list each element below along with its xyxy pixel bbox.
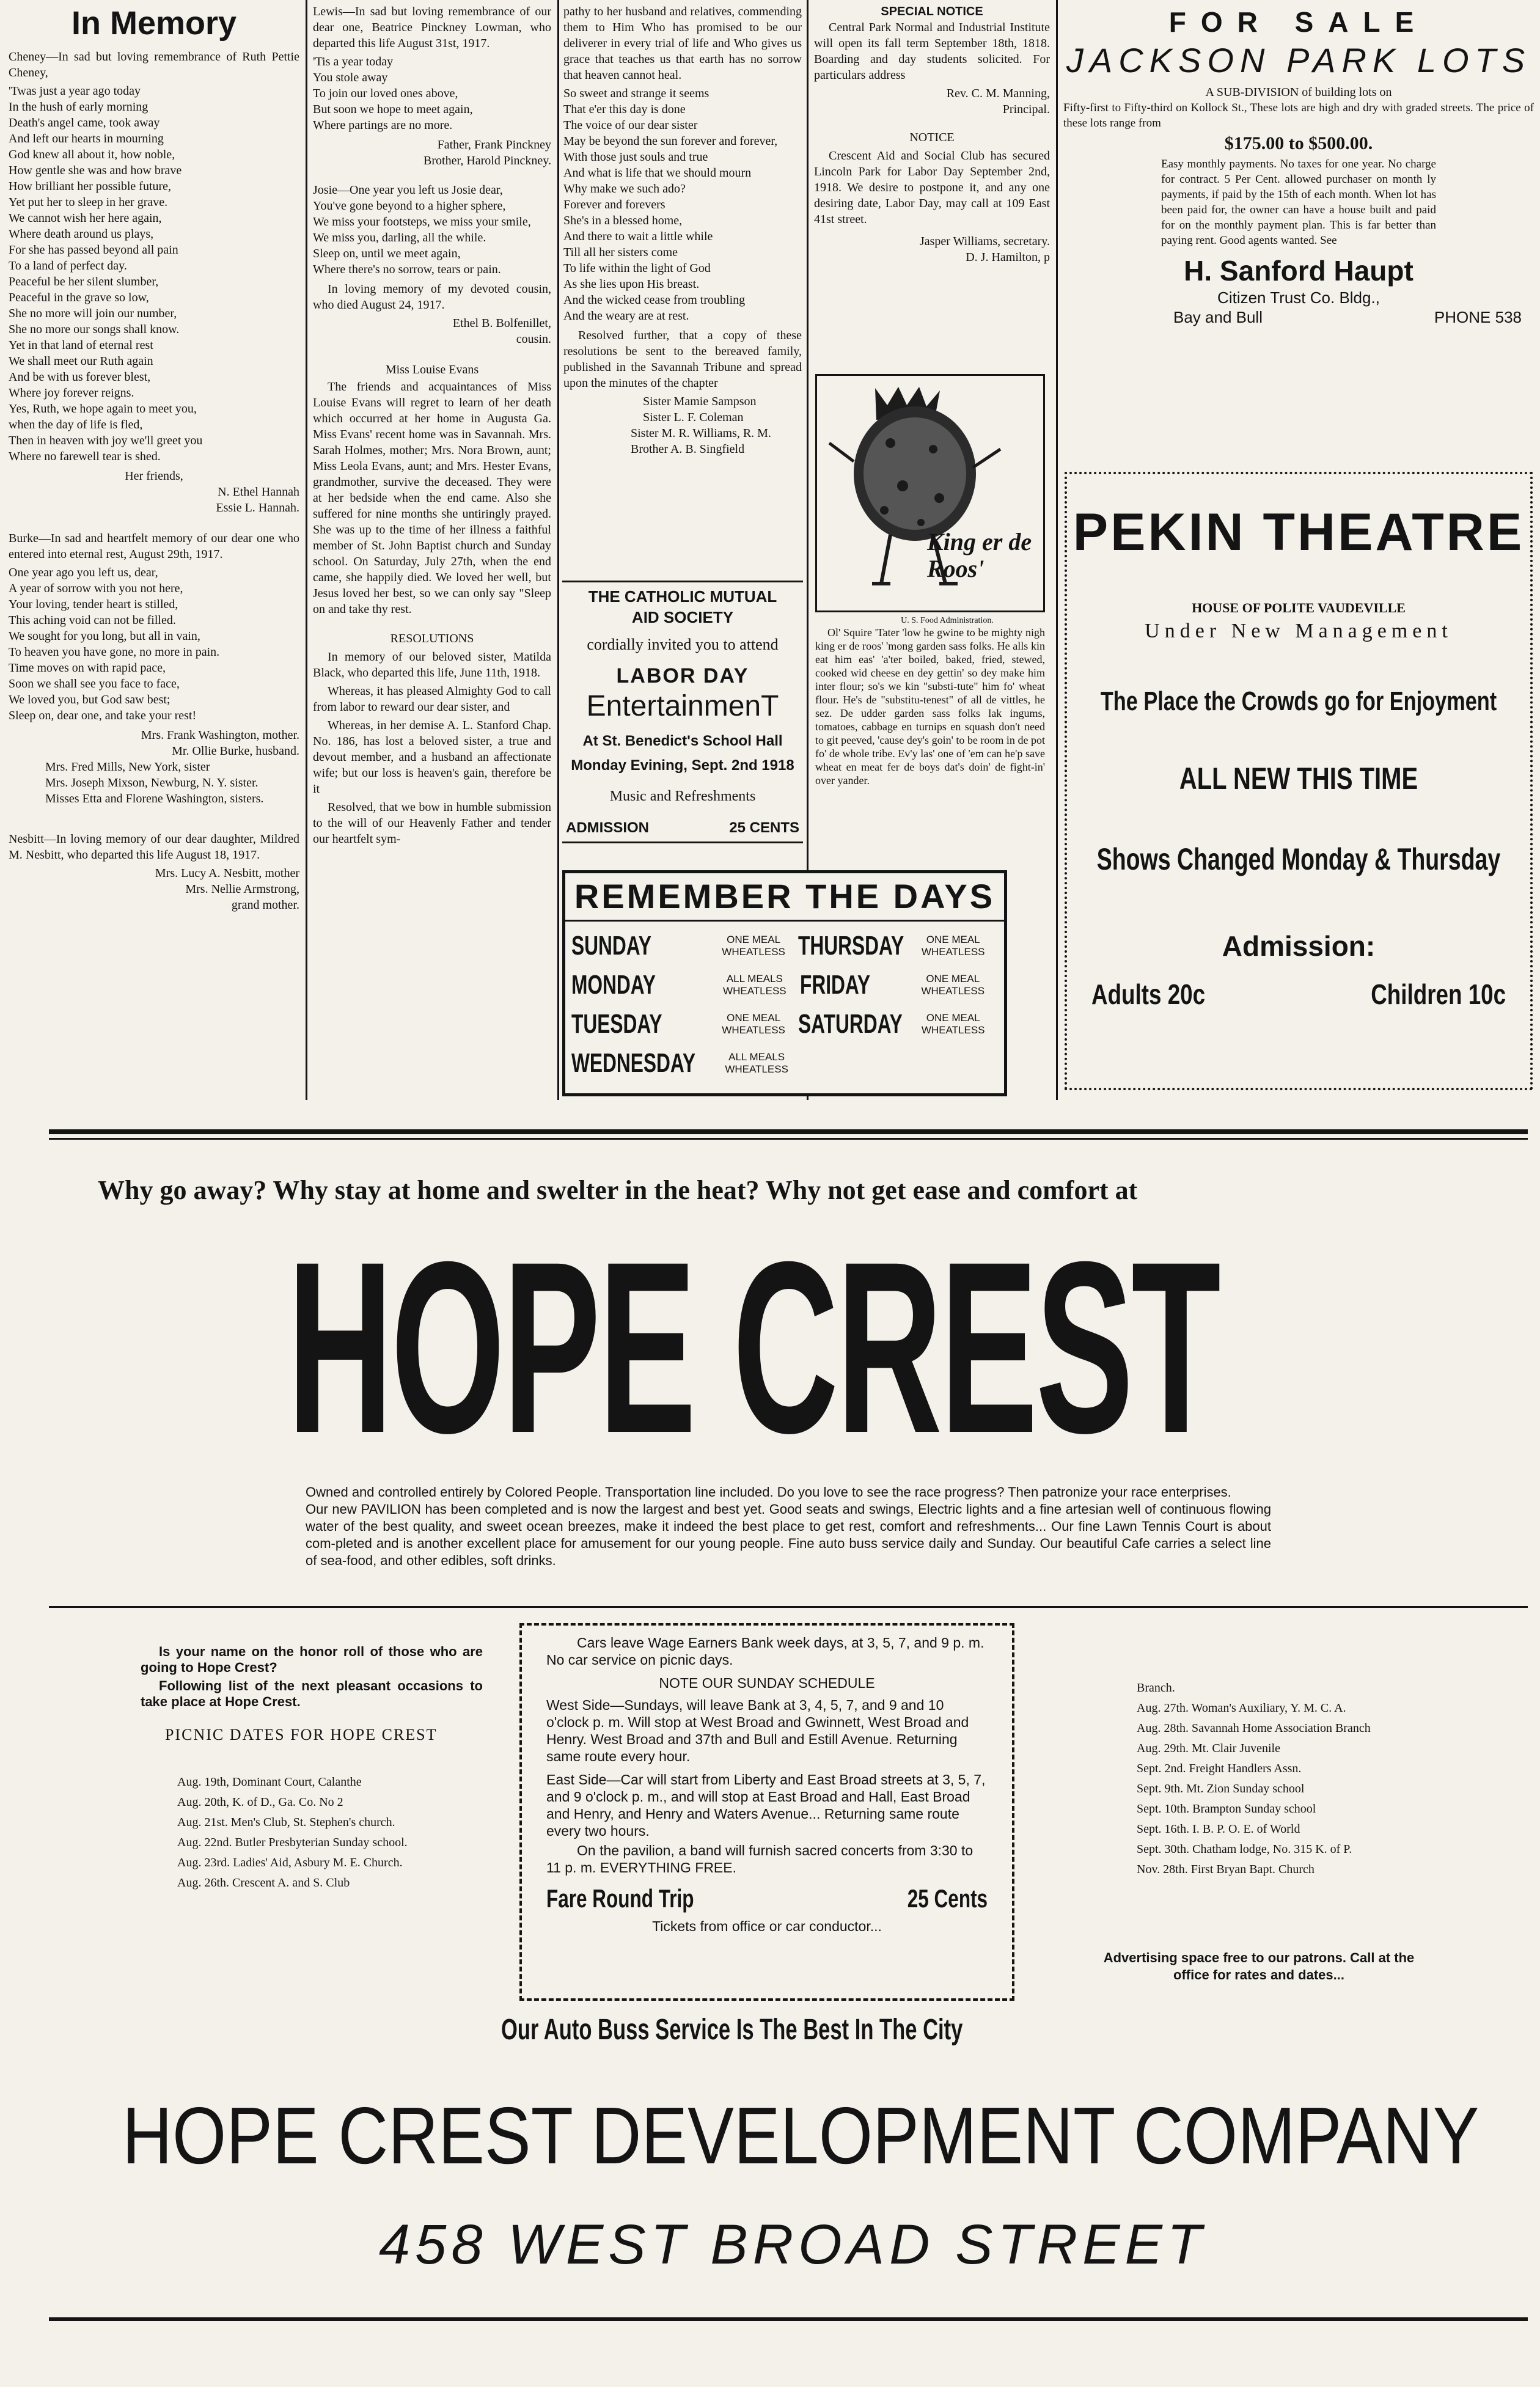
poem-line: Yet put her to sleep in her grave. xyxy=(9,196,168,209)
divider-rule xyxy=(49,1138,1528,1140)
for-sale-text1: Fifty-first to Fifty-third on Kollock St., These lots are high and dry with graded streets. The price of these lots range from xyxy=(1063,101,1534,130)
signature: cousin. xyxy=(516,332,551,346)
hope-crest-title: HOPE CREST xyxy=(287,1211,1219,1484)
poem-line: In the hush of early morning xyxy=(9,100,148,114)
days-row xyxy=(571,1005,998,1044)
meal-note: ALL MEALS WHEATLESS xyxy=(725,1051,788,1075)
picnic-date: Aug. 19th, Dominant Court, Calanthe xyxy=(177,1775,362,1789)
signature: N. Ethel Hannah xyxy=(218,485,299,499)
picnic-date: Nov. 28th. First Bryan Bapt. Church xyxy=(1137,1863,1314,1876)
evans-title: Miss Louise Evans xyxy=(385,363,479,376)
fare-price: 25 Cents xyxy=(907,1884,988,1913)
king-illustration xyxy=(815,374,1045,612)
column-4 xyxy=(814,4,1050,370)
poem-line: We cannot wish her here again, xyxy=(9,211,162,225)
picnic-list-right xyxy=(1137,1681,1406,1877)
catholic-title: THE CATHOLIC MUTUAL AID SOCIETY xyxy=(588,587,777,626)
poem-line: To join our loved ones above, xyxy=(313,87,458,100)
picnic-date: Aug. 20th, K. of D., Ga. Co. No 2 xyxy=(177,1795,343,1809)
signature: Sister L. F. Coleman xyxy=(643,411,744,424)
column-1 xyxy=(9,4,299,1098)
days-row xyxy=(571,926,998,966)
pekin-title: PEKIN THEATRE xyxy=(1072,503,1525,562)
catholic-admission-row xyxy=(562,820,803,837)
poem-line: Time moves on with rapid pace, xyxy=(9,661,166,675)
column-3 xyxy=(563,4,802,581)
company-address: 458 WEST BROAD STREET xyxy=(379,2213,1207,2276)
agent-contact-row xyxy=(1063,307,1534,328)
catholic-invite: cordially invited you to attend xyxy=(587,636,779,653)
poem-line: You've gone beyond to a higher sphere, xyxy=(313,199,506,213)
poem-line: To life within the light of God xyxy=(563,262,711,275)
king-credit: U. S. Food Administration. xyxy=(901,616,994,625)
day-name: SUNDAY xyxy=(571,931,651,961)
day-name: FRIDAY xyxy=(799,970,870,1000)
signature: D. J. Hamilton, p xyxy=(966,251,1050,264)
signature: Mr. Ollie Burke, husband. xyxy=(172,744,299,758)
honor-roll xyxy=(141,1644,483,1896)
hope-crest-title-wrap xyxy=(287,1211,1448,1484)
hope-crest-para2: Our new PAVILION has been completed and is now the largest and best yet. Good seats and swings, Electric lights and a fine artesian well of continuous flowing water of the best quality, and sweet ocean breezes, make it indeed the best place to get rest, comfort and refreshments... Our fine Lawn Tennis Court is about com-pleted and is another excellent place for amusement for our young people. Fine auto buss service daily and Sunday. Our beautiful Cafe carries a select line of sea-food, and other edibles, soft drinks. xyxy=(306,1502,1271,1568)
poem-line: Where death around us plays, xyxy=(9,227,154,241)
signature: Essie L. Hannah. xyxy=(216,501,299,515)
meal-note: ONE MEAL WHEATLESS xyxy=(921,1012,985,1036)
agent-name: H. Sanford Haupt xyxy=(1184,255,1414,287)
signature: Brother, Harold Pinckney. xyxy=(424,154,551,167)
day-name: SATURDAY xyxy=(798,1009,903,1039)
west-side-schedule: West Side—Sundays, will leave Bank at 3, 4, 5, 7, and 9 and 10 o'clock p. m. Will stop at West Broad and Gwinnett, West Broad and Henry. West Broad and 37th and Bull and Estill Avenue. Returning same route every hour. xyxy=(546,1697,969,1764)
poem-line: Josie—One year you left us Josie dear, xyxy=(313,183,503,197)
poem-line: Where there's no sorrow, tears or pain. xyxy=(313,263,501,276)
poem-line: We miss you, darling, all the while. xyxy=(313,231,486,244)
poem-line: And the wicked cease from troubling xyxy=(563,293,746,307)
evans-text: The friends and acquaintances of Miss Louise Evans will regret to learn of her death which occurred at her home in Augusta Ga. Miss Evans' recent home was in Savannah. Mrs. Sarah Holmes, mother; Mrs. Nora Brown, aunt; Miss Leola Evans, aunt; and Mrs. Hester Evans, grandmother, survive the deceased. They were at her bedside when the end came. Also she suffered for nine months she untiringly prayed. She was up to the time of her illness a faithful member of St. John Baptist church and Sunday school. On Saturday, July 27th, when the end came, she happily died. We loved her well, but Jesus loved her best, so we can only say "Sleep on and take thy rest. xyxy=(313,380,551,616)
pekin-shows: Shows Changed Monday & Thursday xyxy=(1096,842,1501,876)
signature: Mrs. Nellie Armstrong, xyxy=(185,882,299,896)
king-text xyxy=(815,626,1045,846)
signature: Mrs. Fred Mills, New York, sister xyxy=(45,760,210,774)
poem-line: We miss your footsteps, we miss your smile, xyxy=(313,215,531,229)
poem-line: 'Twas just a year ago today xyxy=(9,84,141,98)
nesbitt-intro: Nesbitt—In loving memory of our dear daughter, Mildred M. Nesbitt, who departed this life August 18, 1917. xyxy=(9,832,299,862)
poem-line: Peaceful in the grave so low, xyxy=(9,291,149,304)
king-label: King er de Roos' xyxy=(927,528,1032,582)
tickets-note: Tickets from office or car conductor... xyxy=(652,1918,882,1934)
divider-rule xyxy=(49,1129,1528,1134)
poem-line: And the weary are at rest. xyxy=(563,309,689,323)
days-row xyxy=(571,966,998,1005)
poem-line: when the day of life is fled, xyxy=(9,418,143,431)
sympathy-text: pathy to her husband and relatives, commending them to Him Who has promised to be our deliverer in every trial of life and Who gives us grace that teaches us that earth has no sorrow that heaven cannot heal. xyxy=(563,5,802,82)
sunday-schedule-title: NOTE OUR SUNDAY SCHEDULE xyxy=(659,1675,875,1691)
poem-line: And left our hearts in mourning xyxy=(9,132,164,145)
poem-line: As she lies upon His breast. xyxy=(563,277,700,291)
poem-line: Death's angel came, took away xyxy=(9,116,160,130)
poem-line: We sought for you long, but all in vain, xyxy=(9,629,200,643)
agent-phone: PHONE 538 xyxy=(1434,308,1522,326)
poem-line: Your loving, tender heart is stilled, xyxy=(9,598,178,611)
josie-poem xyxy=(313,182,551,277)
meal-note: ALL MEALS WHEATLESS xyxy=(723,973,787,997)
catholic-labor-day: LABOR DAY xyxy=(616,664,749,688)
pinckney-intro: Lewis—In sad but loving remembrance of our dear one, Beatrice Pinckney Lowman, who departed this life August 31st, 1917. xyxy=(313,5,551,50)
cheney-poem xyxy=(9,83,299,464)
picnic-date: Sept. 30th. Chatham lodge, No. 315 K. of P. xyxy=(1137,1843,1352,1856)
company-name: HOPE CREST DEVELOPMENT COMPANY xyxy=(122,2091,1480,2180)
poem-line: We loved you, but God saw best; xyxy=(9,693,170,706)
divider-rule xyxy=(49,1606,1528,1608)
poem-line: Where joy forever reigns. xyxy=(9,386,134,400)
hope-crest-description xyxy=(306,1484,1271,1569)
picnic-date: Sept. 2nd. Freight Handlers Assn. xyxy=(1137,1762,1302,1775)
signature: Mrs. Lucy A. Nesbitt, mother xyxy=(155,867,299,880)
for-sale-title: FOR SALE xyxy=(1168,6,1429,38)
pekin-prices xyxy=(1067,978,1530,1011)
meal-note: ONE MEAL WHEATLESS xyxy=(722,1012,785,1036)
poem-line: Peaceful be her silent slumber, xyxy=(9,275,159,288)
special-notice-text: Central Park Normal and Industrial Institute will open its fall term September 18th, 1818. Boarding and day students solicited. For particulars address xyxy=(814,21,1050,82)
signature: Mrs. Joseph Mixson, Newburg, N. Y. sister. xyxy=(45,776,258,790)
poem-line: But soon we hope to meet again, xyxy=(313,103,473,116)
auto-buss-service: Our Auto Buss Service Is The Best In The City xyxy=(501,2014,963,2046)
poem-line: A year of sorrow with you not here, xyxy=(9,582,183,595)
catholic-admission: ADMISSION xyxy=(566,820,650,836)
resolutions-text: Whereas, in her demise A. L. Stanford Chap. No. 186, has lost a beloved sister, a true and devout member, and a husband an affectionate wife; but our loss is heaven's gain, therefore be it xyxy=(313,719,551,796)
poem-line: So sweet and strange it seems xyxy=(563,87,710,100)
honor-list-intro: Following list of the next pleasant occasions to take place at Hope Crest. xyxy=(141,1678,483,1709)
band-concerts: On the pavilion, a band will furnish sacred concerts from 3:30 to 11 p. m. EVERYTHING FREE. xyxy=(546,1843,974,1876)
picnic-date: Aug. 26th. Crescent A. and S. Club xyxy=(177,1876,350,1890)
schedule-box xyxy=(519,1623,1014,2001)
in-memory-heading: In Memory xyxy=(71,5,237,42)
pekin-management: Under New Management xyxy=(1145,620,1453,642)
days-grid xyxy=(565,922,1004,1088)
column-2 xyxy=(313,4,551,1098)
catholic-society-ad xyxy=(562,581,803,843)
poem-line: To a land of perfect day. xyxy=(9,259,127,273)
catholic-entertainment: EntertainmenT xyxy=(586,690,779,722)
picnic-list-left xyxy=(141,1775,446,1891)
poem-line: How gentle she was and how brave xyxy=(9,164,182,177)
picnic-date: Sept. 9th. Mt. Zion Sunday school xyxy=(1137,1782,1305,1795)
poem-line: Where no farewell tear is shed. xyxy=(9,450,161,463)
days-row xyxy=(571,1044,998,1083)
poem-line: May be beyond the sun forever and forever, xyxy=(563,134,778,148)
remember-days-box xyxy=(562,870,1007,1096)
resolutions-text: Resolved, that we bow in humble submission to the will of our Heavenly Father and tender our heartfelt sym- xyxy=(313,801,551,846)
remember-days-title: REMEMBER THE DAYS xyxy=(565,873,1004,922)
hope-crest-para1: Owned and controlled entirely by Colored People. Transportation line included. Do you love to see the race progress? Then patronize your race enterprises. xyxy=(306,1484,1231,1500)
signature: Ethel B. Bolfenillet, xyxy=(452,317,551,330)
poem-line: Soon we shall see you face to face, xyxy=(9,677,180,691)
poem-line: And there to wait a little while xyxy=(563,230,713,243)
poem-line: She no more will join our number, xyxy=(9,307,177,320)
picnic-title: PICNIC DATES FOR HOPE CREST xyxy=(165,1726,438,1744)
poem-line: Till all her sisters come xyxy=(563,246,678,259)
poem-line: And be with us forever blest, xyxy=(9,370,151,384)
poem-line: And what is life that we should mourn xyxy=(563,166,752,180)
picnic-date: Aug. 29th. Mt. Clair Juvenile xyxy=(1137,1742,1280,1755)
signature: Misses Etta and Florene Washington, sisters. xyxy=(45,792,264,805)
catholic-date: Monday Evining, Sept. 2nd 1918 xyxy=(571,757,794,774)
price-range: $175.00 to $500.00. xyxy=(1224,133,1373,153)
poem-line: Then in heaven with joy we'll greet you xyxy=(9,434,203,447)
resolved-text: Resolved further, that a copy of these resolutions be sent to the bereaved family, published in the Savannah Tribune and spread upon the minutes of the chapter xyxy=(563,329,802,390)
poem-line: Yes, Ruth, we hope again to meet you, xyxy=(9,402,197,416)
poem-line: For she has passed beyond all pain xyxy=(9,243,178,257)
josie-text: In loving memory of my devoted cousin, who died August 24, 1917. xyxy=(313,282,551,312)
for-sale-text2: Easy monthly payments. No taxes for one year. No charge for contract. 5 Per Cent. allowed purchaser on month ly payments, if paid by the 15th of each month. When lot has been paid for, the owner can have a house built and paid for on the monthly payment plan. This is far better than paying rent. Good agents wanted. See xyxy=(1161,158,1436,247)
poem-line: How brilliant her possible future, xyxy=(9,180,172,193)
poem-line: That e'er this day is done xyxy=(563,103,686,116)
signature: Rev. C. M. Manning, xyxy=(946,87,1050,100)
poem-line: One year ago you left us, dear, xyxy=(9,566,158,579)
signature: Sister Mamie Sampson xyxy=(643,395,757,408)
cheney-intro: Cheney—In sad but loving remembrance of Ruth Pettie Cheney, xyxy=(9,50,299,79)
signature: Brother A. B. Singfield xyxy=(631,442,745,456)
sympathy-poem xyxy=(563,86,802,324)
pekin-house: HOUSE OF POLITE VAUDEVILLE xyxy=(1192,600,1406,615)
pekin-theatre-ad xyxy=(1065,472,1533,1090)
agent-address: Citizen Trust Co. Bldg., xyxy=(1217,288,1380,307)
pekin-crowds: The Place the Crowds go for Enjoyment xyxy=(1100,686,1497,716)
subdivision-text: A SUB-DIVISION of building lots on xyxy=(1205,86,1392,99)
pekin-all-new: ALL NEW THIS TIME xyxy=(1179,761,1418,796)
divider-rule xyxy=(49,2317,1528,2321)
poem-line: We shall meet our Ruth again xyxy=(9,354,153,368)
poem-line: To heaven you have gone, no more in pain. xyxy=(9,645,220,659)
signature: grand mother. xyxy=(231,898,299,912)
poem-line: Sleep on, dear one, and take your rest! xyxy=(9,709,197,722)
poem-line: You stole away xyxy=(313,71,388,84)
resolutions-text: In memory of our beloved sister, Matilda Black, who departed this life, June 11th, 1918. xyxy=(313,650,551,680)
advertising-note: Advertising space free to our patrons. Call at the office for rates and dates... xyxy=(1103,1950,1415,1982)
poem-line: Yet in that land of eternal rest xyxy=(9,339,153,352)
fare-label: Fare Round Trip xyxy=(546,1884,694,1913)
day-name: WEDNESDAY xyxy=(571,1048,696,1078)
honor-question: Is your name on the honor roll of those who are going to Hope Crest? xyxy=(141,1644,483,1675)
catholic-music: Music and Refreshments xyxy=(609,788,756,804)
signature: Principal. xyxy=(1002,103,1050,116)
picnic-date: Aug. 22nd. Butler Presbyterian Sunday school. xyxy=(177,1836,408,1849)
poem-line: With those just souls and true xyxy=(563,150,708,164)
signature: Jasper Williams, secretary. xyxy=(919,235,1050,248)
signature: Father, Frank Pinckney xyxy=(437,138,551,152)
burke-poem xyxy=(9,565,299,724)
day-name: TUESDAY xyxy=(571,1009,662,1039)
resolutions-text: Whereas, it has pleased Almighty God to call from labor to reward our dear sister, and xyxy=(313,684,551,714)
picnic-date: Aug. 21st. Men's Club, St. Stephen's church. xyxy=(177,1816,395,1829)
signature: Mrs. Frank Washington, mother. xyxy=(141,728,299,742)
poem-line: Forever and forevers xyxy=(563,198,666,211)
poem-line: God knew all about it, how noble, xyxy=(9,148,175,161)
picnic-date: Branch. xyxy=(1137,1681,1175,1695)
resolutions-title: RESOLUTIONS xyxy=(390,632,474,645)
poem-line: She no more our songs shall know. xyxy=(9,323,180,336)
picnic-date: Sept. 16th. I. B. P. O. E. of World xyxy=(1137,1822,1300,1836)
signature: Sister M. R. Williams, R. M. xyxy=(631,427,771,440)
poem-line: She's in a blessed home, xyxy=(563,214,683,227)
pekin-admission: Admission: xyxy=(1222,930,1376,962)
fare-row xyxy=(546,1882,988,1915)
pekin-adults: Adults 20c xyxy=(1091,978,1206,1010)
poem-line: Why make we such ado? xyxy=(563,182,686,196)
picnic-date: Sept. 10th. Brampton Sunday school xyxy=(1137,1802,1316,1816)
for-sale-ad xyxy=(1063,4,1534,456)
poem-line: This aching void can not be filled. xyxy=(9,614,176,627)
picnic-date: Aug. 23rd. Ladies' Aid, Asbury M. E. Church. xyxy=(177,1856,403,1869)
meal-note: ONE MEAL WHEATLESS xyxy=(722,934,785,958)
poem-line: Where partings are no more. xyxy=(313,119,453,132)
notice-text: Crescent Aid and Social Club has secured Lincoln Park for Labor Day September 2nd, 1918. We desire to postpone it, and any one desiring date, Labor Day, may call at 109 East 41st street. xyxy=(814,149,1050,226)
hope-crest-tagline: Why go away? Why stay at home and swelter in the heat? Why not get ease and comfort at xyxy=(98,1175,1138,1205)
notice-title: NOTICE xyxy=(909,131,955,144)
cars-schedule: Cars leave Wage Earners Bank week days, at 3, 5, 7, and 9 p. m. No car service on picnic days. xyxy=(546,1635,985,1668)
poem-line: 'Tis a year today xyxy=(313,55,394,68)
day-name: MONDAY xyxy=(571,970,656,1000)
picnic-date: Aug. 28th. Savannah Home Association Branch xyxy=(1137,1722,1371,1735)
catholic-price: 25 CENTS xyxy=(729,820,799,836)
east-side-schedule: East Side—Car will start from Liberty and East Broad streets at 3, 5, 7, and 9 o'clock p. m., and will stop at East Broad and Hall, East Broad and Henry, and Henry and Waters Avenue... Returning same route every two hours. xyxy=(546,1772,986,1839)
meal-note: ONE MEAL WHEATLESS xyxy=(921,934,985,958)
poem-line: Sleep on, until we meet again, xyxy=(313,247,461,260)
king-story: Ol' Squire 'Tater 'low he gwine to be mighty nigh king er de roos' 'mong garden sass folks. He alls kin eat him eas' 'a'ter boiled, baked, fried, stewed, cooked wid cheese en dey gettin' so dey make him inter flour; so's we kin "substi-tute" him fo' wheat flour. He's de "substitu-tenest" of all de vittles, he sez. De udder garden sass folks lak ingums, tomatoes, cabbage en turnips en squash don't need to git peeved, 'cause dey's goin' to be room in de pot fo' de whole tribe. Ev'y las' one of 'em can he'p save wheat en meat fer de boys dat's doin' de fight-in' over yander. xyxy=(815,626,1045,787)
picnic-date: Aug. 27th. Woman's Auxiliary, Y. M. C. A. xyxy=(1137,1701,1346,1715)
poem-line: The voice of our dear sister xyxy=(563,119,698,132)
signature: Her friends, xyxy=(125,469,183,483)
catholic-place: At St. Benedict's School Hall xyxy=(582,733,783,749)
agent-street: Bay and Bull xyxy=(1173,308,1263,326)
picnic-list-right-wrap xyxy=(1137,1681,1406,1882)
pekin-children: Children 10c xyxy=(1371,978,1506,1010)
day-name: THURSDAY xyxy=(798,931,904,961)
for-sale-subtitle: JACKSON PARK LOTS xyxy=(1066,41,1531,79)
meal-note: ONE MEAL WHEATLESS xyxy=(921,973,985,997)
burke-intro: Burke—In sad and heartfelt memory of our dear one who entered into eternal rest, August 29th, 1917. xyxy=(9,532,299,561)
special-notice-title: SPECIAL NOTICE xyxy=(881,5,983,18)
pinckney-poem xyxy=(313,54,551,133)
